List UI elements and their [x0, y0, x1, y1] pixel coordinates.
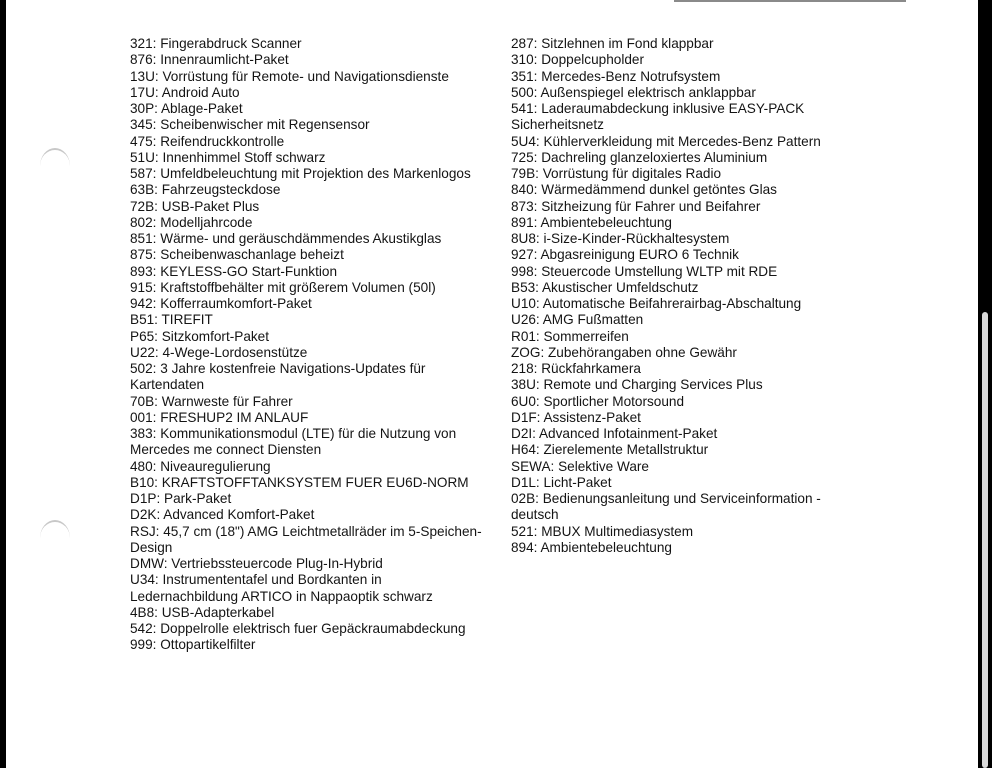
equipment-item: 802: Modelljahrcode [130, 214, 253, 230]
equipment-item: 79B: Vorrüstung für digitales Radio [511, 166, 722, 181]
equipment-item: DMW: Vertriebssteuercode Plug-In-Hybrid [130, 556, 383, 571]
equipment-item: 500: Außenspiegel elektrisch anklappbar [511, 84, 756, 100]
equipment-item: 942: Kofferraumkomfort-Paket [130, 296, 312, 311]
equipment-item: 927: Abgasreinigung EURO 6 Technik [511, 247, 739, 263]
equipment-item: U22: 4-Wege-Lordosenstütze [130, 344, 308, 360]
equipment-item: 891: Ambientebeleuchtung [511, 214, 672, 230]
vertical-scrollbar[interactable] [978, 0, 992, 768]
equipment-item: RSJ: 45,7 cm (18") AMG Leichtmetallräder im 5-Speichen-Design [130, 523, 482, 555]
equipment-item: H64: Zierelemente Metallstruktur [511, 442, 709, 458]
equipment-item: D1L: Licht-Paket [511, 474, 612, 490]
equipment-item: 38U: Remote und Charging Services Plus [511, 377, 763, 393]
equipment-item: U26: AMG Fußmatten [511, 312, 644, 328]
equipment-item: D1P: Park-Paket [130, 491, 232, 506]
equipment-item: 310: Doppelcupholder [511, 52, 645, 68]
equipment-item: R01: Sommerreifen [511, 328, 629, 344]
equipment-item: 4B8: USB-Adapterkabel [130, 604, 275, 620]
equipment-item: 02B: Bedienungsanleitung und Serviceinformation - deutsch [511, 491, 821, 523]
equipment-item: 51U: Innenhimmel Stoff schwarz [130, 149, 326, 165]
equipment-item: 521: MBUX Multimediasystem [511, 523, 694, 539]
equipment-item: 351: Mercedes-Benz Notrufsystem [511, 68, 721, 84]
equipment-item: 915: Kraftstoffbehälter mit größerem Volumen (50l) [130, 279, 436, 295]
equipment-item: 70B: Warnweste für Fahrer [130, 393, 293, 409]
equipment-item: D2I: Advanced Infotainment-Paket [511, 426, 718, 441]
top-rule-line [674, 0, 906, 2]
equipment-item: B10: KRAFTSTOFFTANKSYSTEM FUER EU6D-NORM [130, 474, 469, 490]
equipment-item: 6U0: Sportlicher Motorsound [511, 393, 685, 409]
equipment-item: 893: KEYLESS-GO Start-Funktion [130, 263, 338, 279]
equipment-item: 998: Steuercode Umstellung WLTP mit RDE [511, 263, 778, 279]
equipment-item: B51: TIREFIT [130, 312, 213, 328]
equipment-item: 13U: Vorrüstung für Remote- und Navigationsdienste [130, 68, 449, 84]
equipment-item: 894: Ambientebeleuchtung [511, 539, 672, 555]
equipment-item: 542: Doppelrolle elektrisch fuer Gepäckraumabdeckung [130, 621, 466, 636]
equipment-item: 218: Rückfahrkamera [511, 361, 641, 376]
equipment-item: 8U8: i-Size-Kinder-Rückhaltesystem [511, 231, 730, 246]
equipment-list-left [130, 36, 490, 654]
equipment-item: 001: FRESHUP2 IM ANLAUF [130, 409, 309, 425]
equipment-item: 17U: Android Auto [130, 84, 240, 100]
equipment-item: 587: Umfeldbeleuchtung mit Projektion des Markenlogos [130, 166, 471, 181]
equipment-list-right [511, 36, 871, 556]
punch-hole-mark [40, 148, 70, 166]
equipment-item: B53: Akustischer Umfeldschutz [511, 279, 699, 295]
equipment-item: 873: Sitzheizung für Fahrer und Beifahrer [511, 198, 761, 214]
equipment-item: D2K: Advanced Komfort-Paket [130, 507, 315, 523]
equipment-item: 725: Dachreling glanzeloxiertes Aluminium [511, 149, 768, 165]
equipment-item: U34: Instrumententafel und Bordkanten in Ledernachbildung ARTICO in Nappaoptik schwarz [130, 572, 433, 604]
equipment-item: 475: Reifendruckkontrolle [130, 133, 285, 149]
equipment-item: 502: 3 Jahre kostenfreie Navigations-Updates für Kartendaten [130, 361, 426, 393]
equipment-item: U10: Automatische Beifahrerairbag-Abschaltung [511, 296, 802, 311]
equipment-item: 30P: Ablage-Paket [130, 101, 243, 116]
equipment-item: 5U4: Kühlerverkleidung mit Mercedes-Benz Pattern [511, 133, 821, 149]
equipment-item: 63B: Fahrzeugsteckdose [130, 182, 281, 198]
equipment-item: 875: Scheibenwaschanlage beheizt [130, 247, 344, 263]
punch-hole-mark [40, 520, 70, 538]
equipment-item: 383: Kommunikationsmodul (LTE) für die Nutzung von Mercedes me connect Diensten [130, 426, 457, 458]
equipment-item: 72B: USB-Paket Plus [130, 198, 260, 214]
equipment-item: 999: Ottopartikelfilter [130, 637, 256, 653]
equipment-item: 287: Sitzlehnen im Fond klappbar [511, 36, 714, 51]
equipment-item: 480: Niveauregulierung [130, 458, 271, 474]
equipment-item: 851: Wärme- und geräuschdämmendes Akustikglas [130, 231, 442, 246]
equipment-item: 345: Scheibenwischer mit Regensensor [130, 117, 370, 133]
equipment-item: 876: Innenraumlicht-Paket [130, 52, 289, 68]
equipment-item: P65: Sitzkomfort-Paket [130, 328, 270, 344]
scrollbar-thumb[interactable] [982, 312, 988, 768]
equipment-item: 321: Fingerabdruck Scanner [130, 36, 302, 51]
equipment-item: ZOG: Zubehörangaben ohne Gewähr [511, 344, 737, 360]
equipment-item: 541: Laderaumabdeckung inklusive EASY-PACK Sicherheitsnetz [511, 101, 805, 133]
equipment-item: D1F: Assistenz-Paket [511, 409, 641, 425]
equipment-item: 840: Wärmedämmend dunkel getöntes Glas [511, 182, 777, 198]
document-page [6, 0, 978, 768]
equipment-item: SEWA: Selektive Ware [511, 458, 649, 474]
